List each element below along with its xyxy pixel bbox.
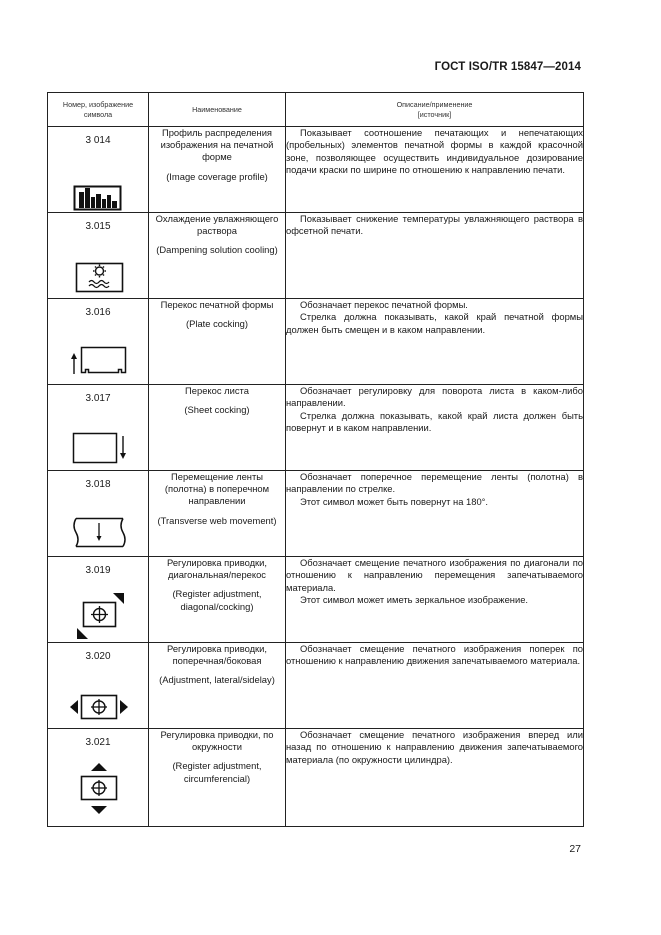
symbol-code: 3.015 [85, 221, 111, 232]
dampening-cooling-icon [48, 213, 149, 298]
description-cell [286, 213, 584, 299]
symbol-code: 3 014 [85, 135, 111, 146]
symbol-code: 3.018 [85, 479, 111, 490]
symbol-name-ru: Перекос листа [185, 385, 249, 396]
name-cell [149, 385, 286, 471]
symbol-cell [48, 127, 149, 213]
symbol-name-en: (Register adjustment, circumferencial) [172, 760, 262, 784]
symbol-cell [48, 299, 149, 385]
description-cell [286, 557, 584, 643]
table-row [48, 385, 584, 471]
table-row [48, 643, 584, 729]
sheet-cocking-icon [48, 385, 149, 470]
column-header-code: Номер, изображение символа [48, 93, 149, 127]
symbol-cell [48, 557, 149, 643]
symbols-table [47, 92, 584, 827]
symbol-cell [48, 471, 149, 557]
description-cell [286, 127, 584, 213]
column-header-source: [источник] [417, 109, 452, 119]
name-cell [149, 557, 286, 643]
name-cell [149, 127, 286, 213]
description-cell [286, 385, 584, 471]
table-header-row [48, 93, 584, 127]
description-paragraph: Стрелка должна показывать, какой край печатной формы должен быть смещен и в каком направлении. [286, 311, 583, 335]
page-number: 27 [569, 843, 581, 855]
symbol-code: 3.019 [85, 565, 111, 576]
symbol-name-ru: Регулировка приводки, диагональная/перекос [166, 557, 268, 581]
name-cell [149, 213, 286, 299]
symbol-name-en: (Adjustment, lateral/sidelay) [159, 674, 275, 686]
description-cell [286, 299, 584, 385]
symbol-cell [48, 729, 149, 827]
description-paragraph: Обозначает регулировку для поворота листа в каком-либо направлении. [286, 385, 583, 409]
description-paragraph: Показывает снижение температуры увлажняющего раствора в офсетной печати. [286, 213, 583, 237]
symbol-name-en: (Dampening solution cooling) [156, 244, 278, 256]
description-paragraph: Обозначает перекос печатной формы. [300, 299, 468, 310]
table-row [48, 471, 584, 557]
description-paragraph: Показывает соотношение печатающих и непечатающих (пробельных) элементов печатной формы в каждой красочной зоне, позволяющее осуществить индивидуальное дозирование подачи краски по ширине по отношению к направлению печати. [286, 127, 583, 176]
symbol-code: 3.017 [85, 393, 111, 404]
description-cell [286, 729, 584, 827]
name-cell [149, 471, 286, 557]
description-paragraph: Обозначает поперечное перемещение ленты (полотна) в направлении по стрелке. [286, 471, 583, 495]
table-row [48, 729, 584, 827]
description-paragraph: Этот символ может иметь зеркальное изображение. [300, 594, 529, 606]
table-row [48, 127, 584, 213]
symbol-cell [48, 643, 149, 729]
symbol-name-ru: Регулировка приводки, поперечная/боковая [166, 643, 268, 667]
name-cell [149, 643, 286, 729]
symbol-name-ru: Охлаждение увлажняющего раствора [155, 213, 279, 237]
register-diagonal-icon [48, 557, 149, 642]
symbol-name-en: (Sheet cocking) [184, 404, 250, 416]
symbol-name-en: (Plate cocking) [185, 318, 248, 330]
column-header-description-title: Описание/применение [396, 99, 473, 109]
plate-cocking-icon [48, 299, 149, 384]
description-paragraph: Обозначает смещение печатного изображения вперед или назад по отношению к направлению движения запечатываемого материала (по окружности цилиндра). [286, 729, 583, 765]
symbol-name-en: (Transverse web movement) [157, 514, 277, 526]
symbol-name-ru: Регулировка приводки, по окружности [160, 729, 274, 753]
transverse-web-icon [48, 471, 149, 556]
name-cell [149, 299, 286, 385]
description-paragraph: Обозначает смещение печатного изображения по диагонали по отношению к направлению перемещения запечатываемого материала. [286, 557, 583, 593]
symbol-cell [48, 213, 149, 299]
table-row [48, 213, 584, 299]
symbol-name-en: (Register adjustment, diagonal/cocking) [172, 588, 262, 612]
image-coverage-profile-icon [48, 127, 149, 212]
symbol-code: 3.016 [85, 307, 111, 318]
symbol-name-ru: Перемещение ленты (полотна) в поперечном направлении [164, 471, 270, 507]
symbol-code: 3.021 [85, 737, 111, 748]
description-cell [286, 471, 584, 557]
register-lateral-icon [48, 643, 149, 728]
description-cell [286, 643, 584, 729]
table-row [48, 299, 584, 385]
name-cell [149, 729, 286, 827]
symbol-name-en: (Image coverage profile) [166, 170, 268, 182]
table-row [48, 557, 584, 643]
symbol-code: 3.020 [85, 651, 111, 662]
symbol-name-ru: Профиль распределения изображения на печатной форме [160, 127, 274, 163]
description-paragraph: Этот символ может быть повернут на 180°. [300, 495, 489, 507]
column-header-name: Наименование [149, 93, 286, 127]
description-paragraph: Обозначает смещение печатного изображения поперек по отношению к направлению движения запечатываемого материала. [286, 643, 583, 667]
symbol-name-ru: Перекос печатной формы [160, 299, 274, 310]
column-header-description [286, 93, 584, 127]
description-paragraph: Стрелка должна показывать, какой край листа должен быть повернут и в каком направлении. [286, 409, 583, 434]
document-header: ГОСТ ISO/TR 15847—2014 [434, 61, 581, 73]
register-circumferential-icon [48, 729, 149, 826]
symbol-cell [48, 385, 149, 471]
